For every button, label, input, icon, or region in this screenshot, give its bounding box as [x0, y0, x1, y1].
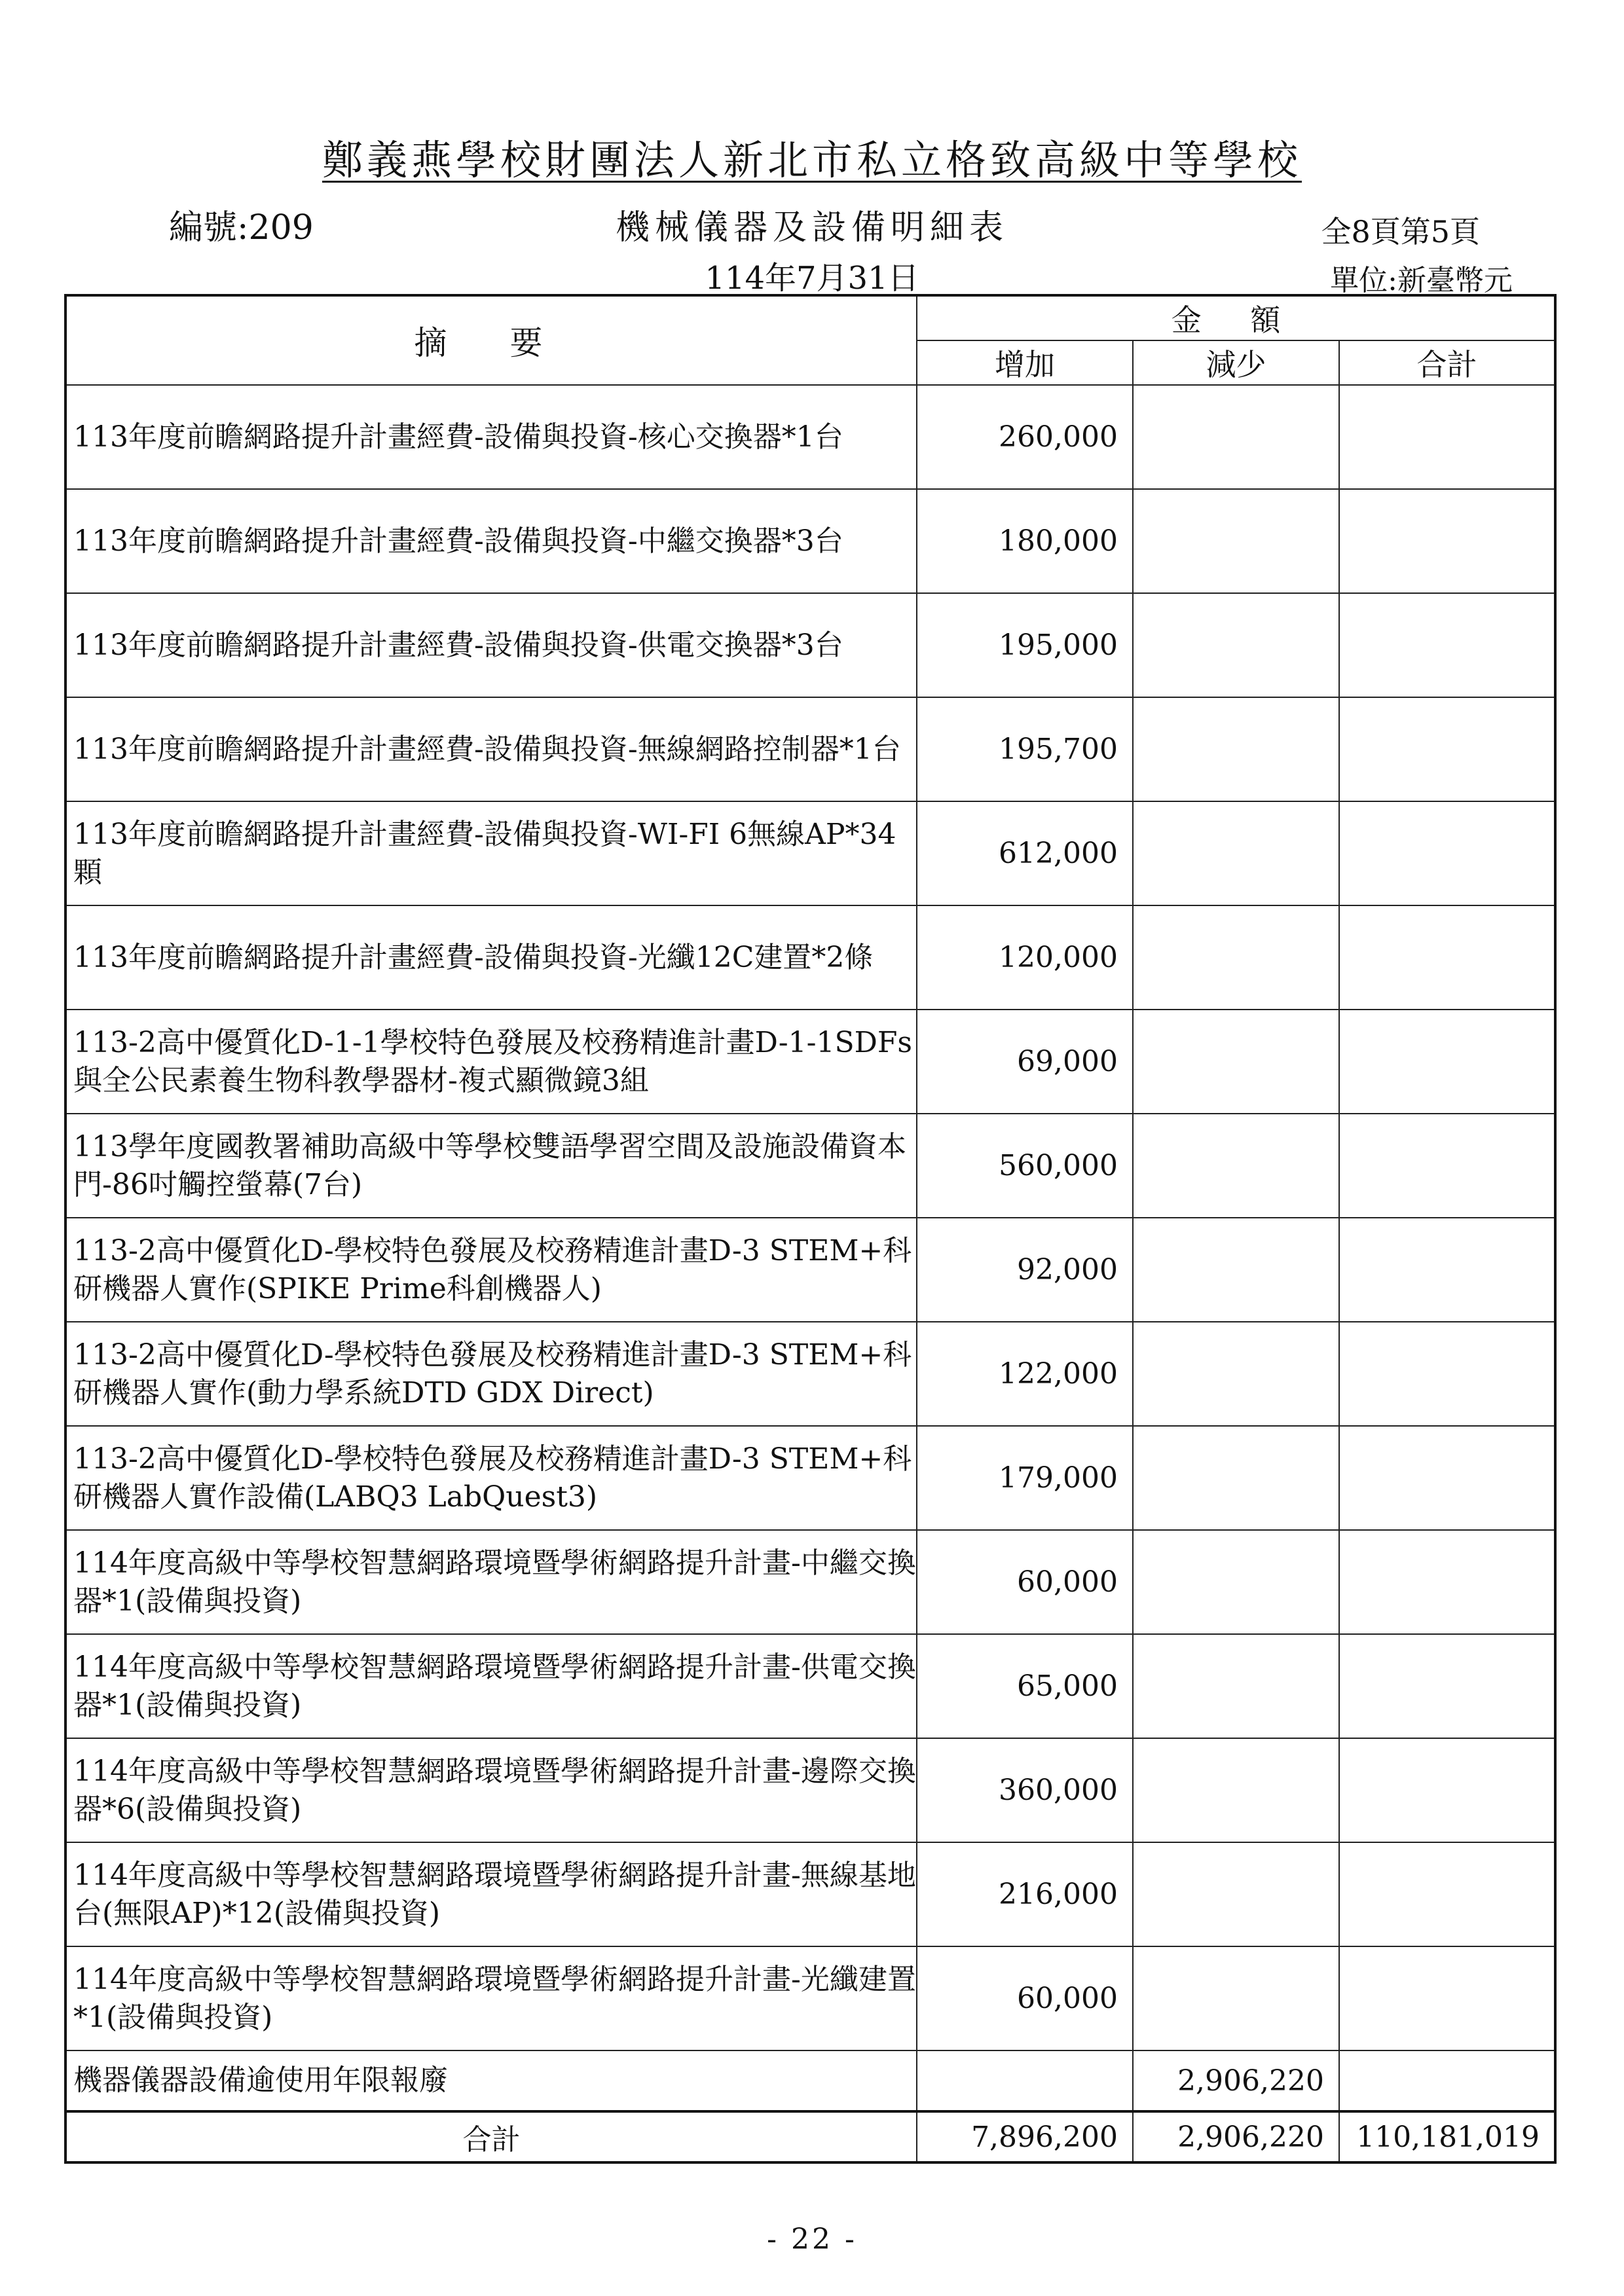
doc-number: 編號:209: [169, 208, 314, 247]
row-decrease: [1133, 1634, 1339, 1738]
row-description: 113年度前瞻網路提升計畫經費-設備與投資-中繼交換器*3台: [65, 489, 917, 593]
column-header-decrease: 減少: [1133, 340, 1339, 385]
row-increase: 120,000: [917, 905, 1133, 1010]
grand-total-increase: 7,896,200: [917, 2111, 1133, 2162]
row-increase: 195,000: [917, 593, 1133, 697]
table-row: [65, 1842, 1555, 1946]
row-total: [1339, 1426, 1555, 1530]
row-total: [1339, 385, 1555, 489]
row-description: 114年度高級中等學校智慧網路環境暨學術網路提升計畫-邊際交換器*6(設備與投資): [65, 1738, 917, 1842]
row-description: 113-2高中優質化D-學校特色發展及校務精進計畫D-3 STEM+科研機器人實作(動力學系統DTD GDX Direct): [65, 1322, 917, 1426]
row-decrease: [1133, 1738, 1339, 1842]
equipment-detail-table: [64, 294, 1557, 2164]
page-number: - 22 -: [767, 2223, 857, 2256]
row-increase: 60,000: [917, 1530, 1133, 1634]
row-total: [1339, 593, 1555, 697]
table-row: [65, 1218, 1555, 1322]
row-decrease: [1133, 593, 1339, 697]
row-total: [1339, 801, 1555, 905]
row-total: [1339, 1738, 1555, 1842]
table-row: [65, 801, 1555, 905]
column-header-summary: 摘 要: [65, 295, 917, 385]
row-increase: 122,000: [917, 1322, 1133, 1426]
row-decrease: [1133, 1946, 1339, 2050]
column-header-amount: 金 額: [917, 295, 1555, 340]
row-decrease: [1133, 801, 1339, 905]
row-increase: 180,000: [917, 489, 1133, 593]
row-decrease: [1133, 1842, 1339, 1946]
table-row: [65, 1634, 1555, 1738]
row-total: [1339, 697, 1555, 801]
row-increase: 360,000: [917, 1738, 1133, 1842]
row-decrease: [1133, 1010, 1339, 1114]
row-description: 113-2高中優質化D-學校特色發展及校務精進計畫D-3 STEM+科研機器人實作(SPIKE Prime科創機器人): [65, 1218, 917, 1322]
table-row: [65, 1738, 1555, 1842]
row-total: [1339, 1842, 1555, 1946]
row-description: 114年度高級中等學校智慧網路環境暨學術網路提升計畫-光纖建置*1(設備與投資): [65, 1946, 917, 2050]
row-total: [1339, 1218, 1555, 1322]
row-description: 114年度高級中等學校智慧網路環境暨學術網路提升計畫-無線基地台(無限AP)*12(設備與投資): [65, 1842, 917, 1946]
row-increase: 560,000: [917, 1114, 1133, 1218]
scrap-row: [65, 2050, 1555, 2111]
table-row: [65, 1114, 1555, 1218]
row-decrease: [1133, 697, 1339, 801]
row-increase: 69,000: [917, 1010, 1133, 1114]
row-description: 113學年度國教署補助高級中等學校雙語學習空間及設施設備資本門-86吋觸控螢幕(7台): [65, 1114, 917, 1218]
row-decrease: [1133, 1322, 1339, 1426]
row-description: 114年度高級中等學校智慧網路環境暨學術網路提升計畫-中繼交換器*1(設備與投資): [65, 1530, 917, 1634]
table-row: [65, 489, 1555, 593]
row-description: 113年度前瞻網路提升計畫經費-設備與投資-光纖12C建置*2條: [65, 905, 917, 1010]
row-total: [1339, 905, 1555, 1010]
table-row: [65, 1426, 1555, 1530]
table-row: [65, 1946, 1555, 2050]
row-decrease: [1133, 489, 1339, 593]
scrap-total: [1339, 2050, 1555, 2111]
org-title: 鄭義燕學校財團法人新北市私立格致高級中等學校: [322, 136, 1302, 184]
row-description: 113年度前瞻網路提升計畫經費-設備與投資-WI-FI 6無線AP*34顆: [65, 801, 917, 905]
page-info: 全8頁第5頁: [1321, 214, 1480, 249]
grand-total-decrease: 2,906,220: [1133, 2111, 1339, 2162]
table-row: [65, 1530, 1555, 1634]
row-increase: 612,000: [917, 801, 1133, 905]
row-decrease: [1133, 1114, 1339, 1218]
row-total: [1339, 1634, 1555, 1738]
column-header-total: 合計: [1339, 340, 1555, 385]
row-increase: 260,000: [917, 385, 1133, 489]
row-increase: 92,000: [917, 1218, 1133, 1322]
table-row: [65, 697, 1555, 801]
row-description: 113年度前瞻網路提升計畫經費-設備與投資-供電交換器*3台: [65, 593, 917, 697]
report-date: 114年7月31日: [705, 260, 919, 297]
row-decrease: [1133, 1530, 1339, 1634]
scrap-increase: [917, 2050, 1133, 2111]
report-title: 機械儀器及設備明細表: [615, 208, 1008, 247]
table-row: [65, 1322, 1555, 1426]
scrap-decrease: 2,906,220: [1133, 2050, 1339, 2111]
row-total: [1339, 489, 1555, 593]
row-description: 113-2高中優質化D-學校特色發展及校務精進計畫D-3 STEM+科研機器人實作設備(LABQ3 LabQuest3): [65, 1426, 917, 1530]
table-row: [65, 905, 1555, 1010]
row-decrease: [1133, 1218, 1339, 1322]
row-increase: 216,000: [917, 1842, 1133, 1946]
row-increase: 60,000: [917, 1946, 1133, 2050]
row-decrease: [1133, 905, 1339, 1010]
table-row: [65, 1010, 1555, 1114]
row-decrease: [1133, 1426, 1339, 1530]
row-description: 114年度高級中等學校智慧網路環境暨學術網路提升計畫-供電交換器*1(設備與投資): [65, 1634, 917, 1738]
row-decrease: [1133, 385, 1339, 489]
row-total: [1339, 1530, 1555, 1634]
row-increase: 179,000: [917, 1426, 1133, 1530]
row-increase: 65,000: [917, 1634, 1133, 1738]
table-row: [65, 593, 1555, 697]
row-description: 113年度前瞻網路提升計畫經費-設備與投資-無線網路控制器*1台: [65, 697, 917, 801]
row-increase: 195,700: [917, 697, 1133, 801]
row-total: [1339, 1114, 1555, 1218]
row-description: 113-2高中優質化D-1-1學校特色發展及校務精進計畫D-1-1SDFs與全公民素養生物科教學器材-複式顯微鏡3組: [65, 1010, 917, 1114]
grand-total-total: 110,181,019: [1339, 2111, 1555, 2162]
row-description: 113年度前瞻網路提升計畫經費-設備與投資-核心交換器*1台: [65, 385, 917, 489]
row-total: [1339, 1322, 1555, 1426]
grand-total-row: [65, 2111, 1555, 2162]
currency-unit: 單位:新臺幣元: [1330, 264, 1513, 297]
table-body: [65, 385, 1555, 2162]
grand-total-label: 合計: [65, 2111, 917, 2162]
row-total: [1339, 1946, 1555, 2050]
row-total: [1339, 1010, 1555, 1114]
column-header-increase: 增加: [917, 340, 1133, 385]
scrap-description: 機器儀器設備逾使用年限報廢: [65, 2050, 917, 2111]
table-row: [65, 385, 1555, 489]
